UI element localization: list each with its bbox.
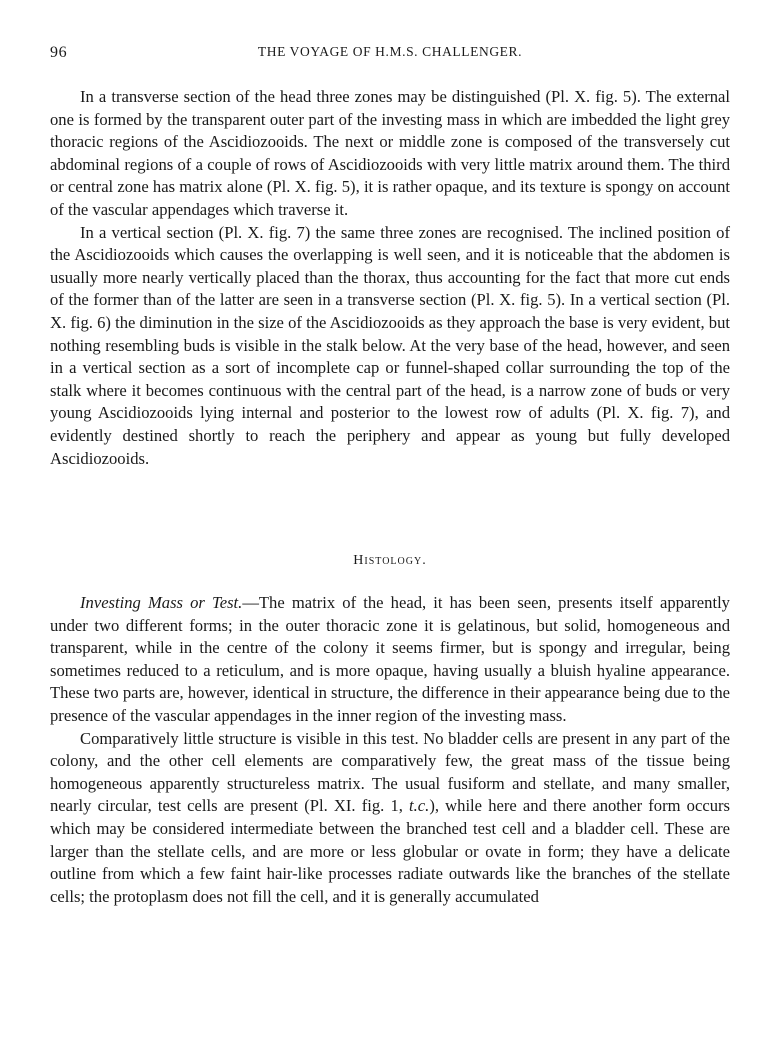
figure-label: t.c. bbox=[409, 796, 430, 816]
paragraph bbox=[50, 728, 730, 909]
page-header bbox=[50, 44, 730, 66]
paragraph-text: Comparatively little structure is visible in this test. No bladder cells are present in any part of the colony, and the other cell elements are comparatively few, the great mass of the tissue being homogeneous apparently structureless matrix. The usual fusiform and stellate, and many smaller, nearly circular, test cells are present (Pl. XI. fig. 1, bbox=[50, 728, 730, 816]
page-number: 96 bbox=[50, 44, 68, 61]
section-heading: Histology. bbox=[353, 553, 427, 568]
paragraph: In a transverse section of the head three zones may be distinguished (Pl. X. fig. 5). The external one is formed by the transparent outer part of the investing mass in which are imbedded the light grey thoracic regions of the Ascidiozooids. The next or middle zone is composed of the transversely cut abdominal regions of a couple of rows of Ascidiozooids with very little matrix around them. The third or central zone has matrix alone (Pl. X. fig. 5), it is rather opaque, and its texture is spongy on account of the vascular appendages which traverse it. bbox=[50, 87, 730, 219]
body-text-histology bbox=[50, 592, 730, 908]
body-text-section-1 bbox=[50, 86, 730, 470]
paragraph-text: ), while here and there another form occurs which may be considered intermediate between the branched test cell and a bladder cell. These are larger than the stellate cells, and are more or less globular or ovate in form; they have a delicate outline from which a few faint hair-like processes radiate outwards like the branches of the stellate cells; the protoplasm does not fill the cell, and it is generally accumulated bbox=[50, 796, 730, 906]
run-in-title: Investing Mass or Test. bbox=[80, 593, 243, 612]
paragraph: In a vertical section (Pl. X. fig. 7) the same three zones are recognised. The inclined position of the Ascidiozooids which causes the overlapping is well seen, and it is noticeable that the abdomen is usually more nearly vertically placed than the thorax, thus accounting for the fact that more cut ends of the former than of the latter are seen in a transverse section (Pl. X. fig. 5). In a vertical section (Pl. X. fig. 6) the diminution in the size of the Ascidiozooids as they approach the base is very evident, but nothing resembling buds is visible in the stalk below. At the very base of the head, however, and seen in a vertical section as a sort of incomplete cap or funnel-shaped collar surrounding the top of the stalk where it becomes continuous with the central part of the head, is a narrow zone of buds or very young Ascidiozooids lying internal and posterior to the lowest row of adults (Pl. X. fig. 7), and evidently destined shortly to reach the periphery and appear as young but fully developed Ascidiozooids. bbox=[50, 222, 730, 468]
paragraph bbox=[50, 592, 730, 728]
running-head: THE VOYAGE OF H.M.S. CHALLENGER. bbox=[257, 44, 523, 59]
paragraph-text: —The matrix of the head, it has been seen, presents itself apparently under two different forms; in the outer thoracic zone it is gelatinous, but solid, homogeneous and transparent, while in the centre of the colony it seems firmer, but is spongy and irregular, being sometimes reduced to a reticulum, and is more opaque, having usually a bluish hyaline appearance. These two parts are, however, identical in structure, the difference in their appearance being due to the presence of the vascular appendages in the inner region of the investing mass. bbox=[50, 593, 730, 725]
